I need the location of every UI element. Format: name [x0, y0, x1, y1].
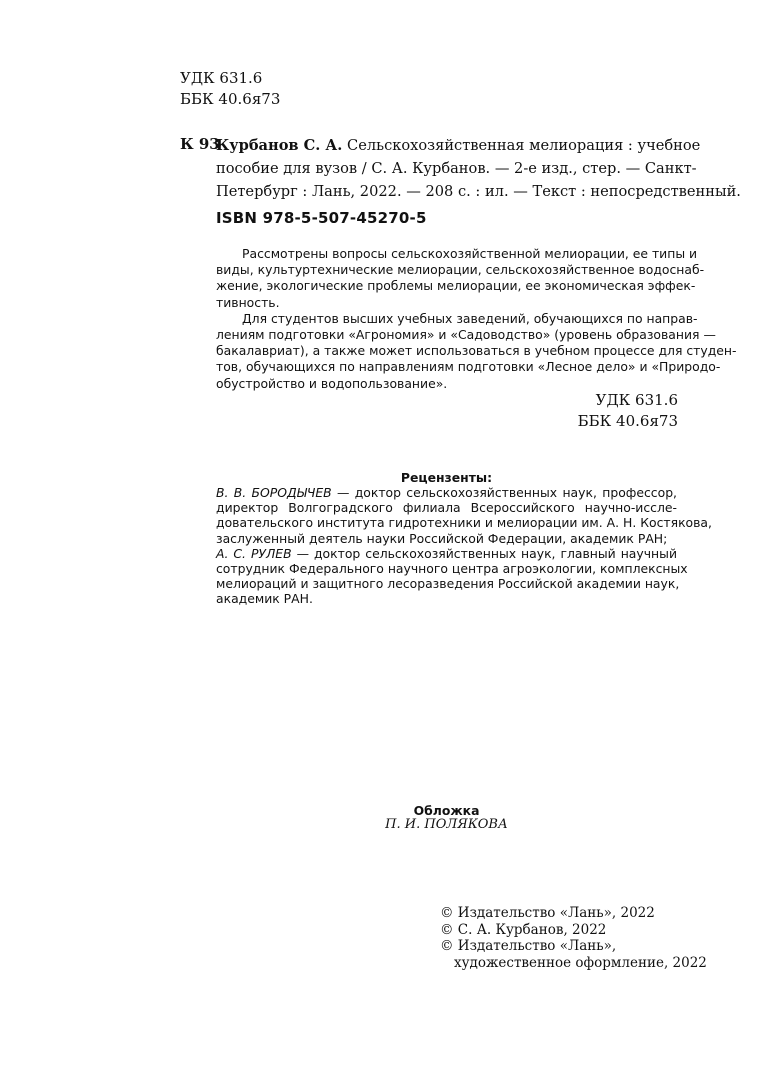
- reviewer-1-line-1: [216, 485, 677, 500]
- abstract-line: тов, обучающихся по направлениям подготовки «Лесное дело» и «Природо-: [216, 359, 721, 375]
- catalog-title: Сельскохозяйственная мелиорация : учебное: [342, 137, 701, 154]
- catalog-record: [216, 134, 741, 203]
- reviewer-1-line-2: директор Волгоградского филиала Всероссийского научно-иссле-: [216, 500, 677, 516]
- cover-label: Обложка: [413, 803, 480, 818]
- reviewers-list: [216, 485, 712, 607]
- reviewer-1-name: В. В. БОРОДЫЧЕВ: [216, 485, 332, 500]
- reviewer-2-line-1: [216, 546, 677, 561]
- udk-code-right: УДК 631.6: [595, 391, 678, 409]
- author-mark: К 93: [180, 135, 220, 153]
- catalog-line-1: [216, 134, 701, 157]
- abstract-line: обустройство и водопользование».: [216, 375, 448, 391]
- abstract-paragraph-1: [216, 246, 705, 311]
- catalog-author: Курбанов С. А.: [216, 137, 343, 154]
- abstract: [216, 246, 737, 392]
- catalog-line-2: пособие для вузов / С. А. Курбанов. — 2-е изд., стер. — Санкт-: [216, 160, 697, 177]
- copyright-line: © С. А. Курбанов, 2022: [440, 921, 607, 938]
- reviewer-1-line-3: довательского института гидротехники и мелиорации им. А. Н. Костякова,: [216, 515, 712, 531]
- abstract-line: Рассмотрены вопросы сельскохозяйственной мелиорации, ее типы и: [242, 246, 698, 261]
- udk-code-top: УДК 631.6: [180, 69, 263, 87]
- catalog-line-3: Петербург : Лань, 2022. — 208 с. : ил. — Текст : непосредственный.: [216, 183, 741, 200]
- udk-bbk-top-block: [180, 68, 280, 110]
- reviewer-2-line-4: академик РАН.: [216, 591, 313, 607]
- abstract-line: бакалавриат), а также может использоваться в учебном процессе для студен-: [216, 343, 737, 359]
- bbk-code-right: ББК 40.6я73: [577, 412, 678, 430]
- abstract-line: виды, культуртехнические мелиорации, сельскохозяйственное водоснаб-: [216, 262, 705, 278]
- reviewers-title: Рецензенты:: [400, 470, 493, 485]
- reviewer-2-line-2: сотрудник Федерального научного центра агроэкологии, комплексных: [216, 561, 688, 577]
- copyright-line: © Издательство «Лань», 2022: [440, 905, 655, 921]
- abstract-line: тивность.: [216, 294, 280, 310]
- copyright-line: художественное оформление, 2022: [454, 954, 707, 971]
- reviewer-2-text: — доктор сельскохозяйственных наук, главный научный: [291, 545, 677, 561]
- abstract-paragraph-2: [216, 310, 737, 392]
- reviewer-1-text: — доктор сельскохозяйственных наук, профессор,: [331, 485, 677, 500]
- reviewer-2-name: А. С. РУЛЕВ: [216, 545, 292, 561]
- abstract-line: Для студентов высших учебных заведений, обучающихся по направ-: [242, 310, 698, 326]
- reviewer-2-line-3: мелиораций и защитного лесоразведения Российской академии наук,: [216, 576, 680, 592]
- copyright-block: [440, 905, 707, 971]
- bbk-code-top: ББК 40.6я73: [180, 90, 281, 108]
- reviewer-1-line-4: заслуженный деятель науки Российской Федерации, академик РАН;: [216, 530, 668, 546]
- copyright-line: © Издательство «Лань»,: [440, 938, 617, 954]
- abstract-line: жение, экологические проблемы мелиорации, ее экономическая эффек-: [216, 278, 696, 294]
- cover-designer-name: П. И. ПОЛЯКОВА: [385, 817, 508, 832]
- isbn: ISBN 978-5-507-45270-5: [216, 209, 427, 227]
- udk-bbk-right-block: [578, 390, 678, 432]
- abstract-line: лениям подготовки «Агрономия» и «Садоводство» (уровень образования —: [216, 327, 716, 343]
